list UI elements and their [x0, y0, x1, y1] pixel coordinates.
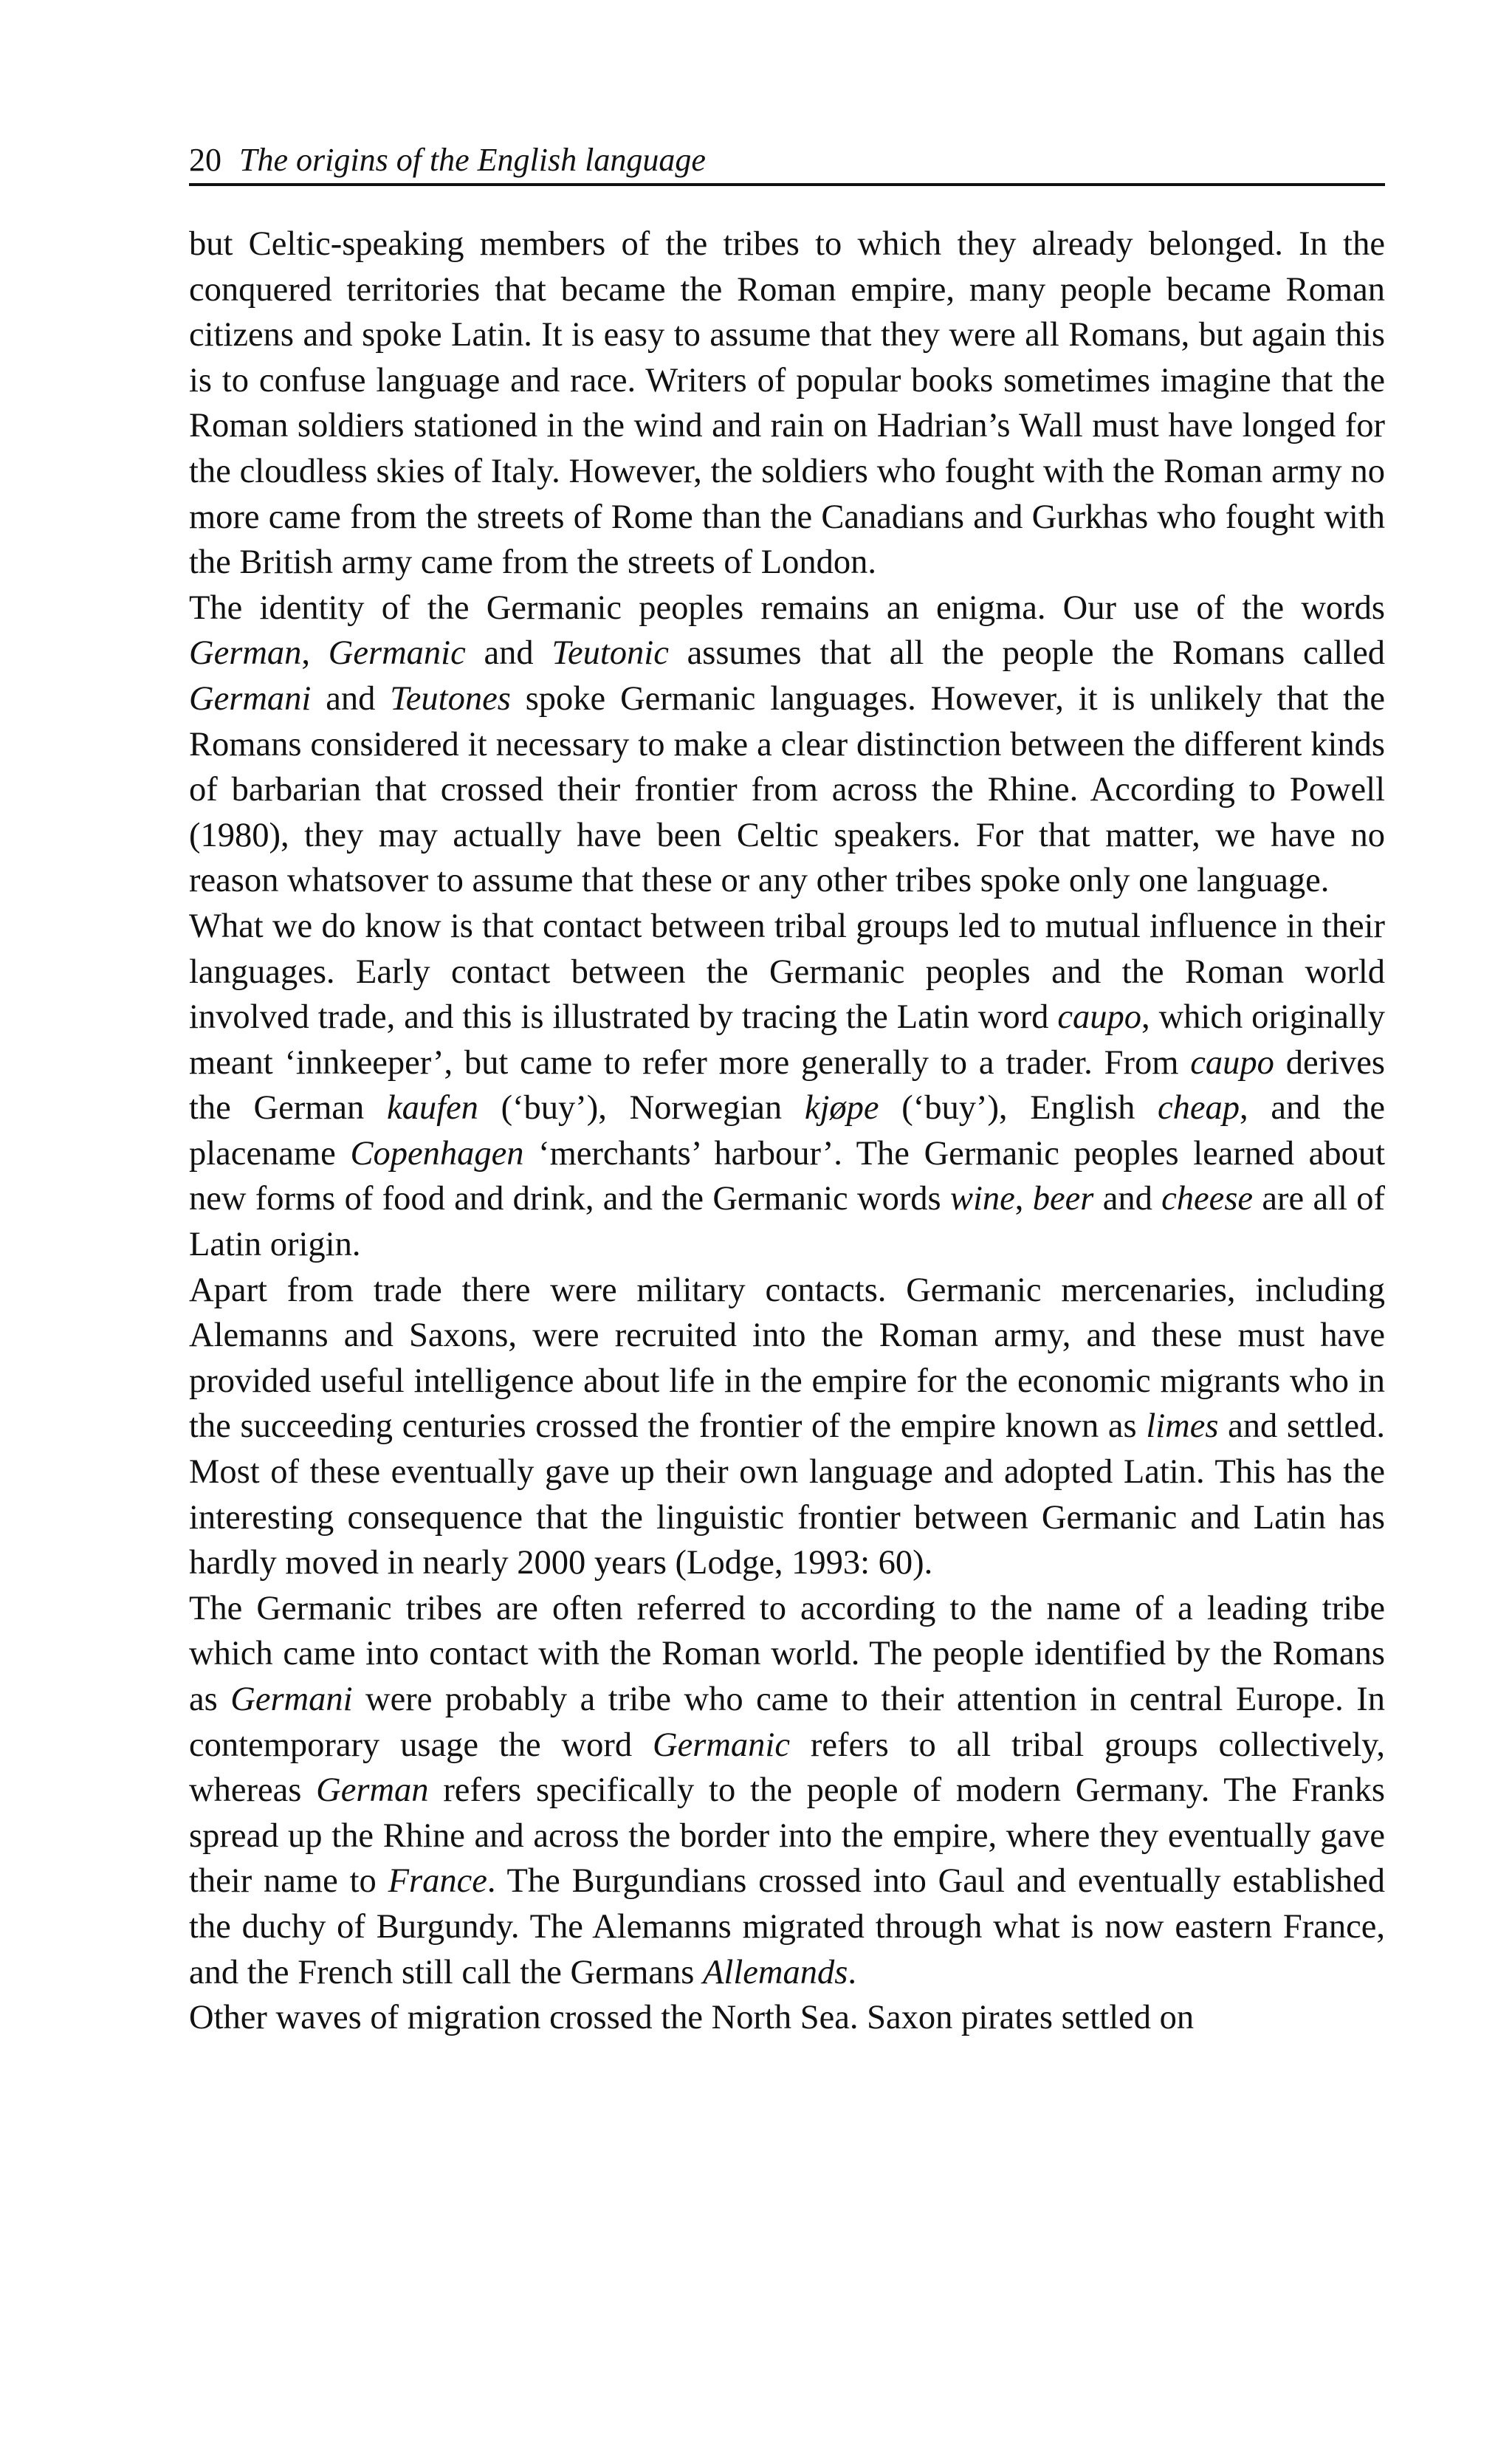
text-run: ‘merchants’ harbour’. The Germanic peoples learned about new forms of food and drink, and the Germanic words — [189, 1134, 1385, 1218]
italic-term: kjøpe — [804, 1089, 879, 1128]
text-run: , which originally meant ‘innkeeper’, but came to refer more generally to a trader. From — [189, 998, 1385, 1082]
book-page — [189, 140, 1385, 2041]
italic-term: German — [189, 634, 302, 673]
italic-term: Teutonic — [551, 634, 669, 673]
italic-term: France — [388, 1862, 487, 1901]
paragraph — [189, 586, 1385, 904]
text-run: and — [465, 634, 552, 673]
italic-term: Teutones — [390, 679, 511, 718]
italic-term: Germanic — [328, 634, 466, 673]
running-head — [189, 140, 1385, 186]
paragraph — [189, 1586, 1385, 1995]
text-run: Apart from trade there were military contacts. Germanic mercenaries, including Alemanns and Saxons, were recruited into the Roman army, and these must have provided useful intelligence about life in the empire for the economic migrants who in the succeeding centuries crossed the frontier of the empire known as — [189, 1271, 1385, 1446]
italic-term: Germanic — [653, 1726, 790, 1764]
italic-term: Copenhagen — [350, 1134, 524, 1173]
paragraph — [189, 222, 1385, 586]
italic-term: Germani — [230, 1681, 353, 1718]
body-text — [189, 222, 1385, 2041]
text-run: What we do know is that contact between tribal groups led to mutual influence in their languages. Early contact between the Germanic peoples and the Roman world involved trade, and this is illustrated by tracing the Latin word — [189, 907, 1385, 1037]
italic-term: Germani — [189, 679, 312, 718]
text-run: spoke Germanic languages. However, it is unlikely that the Romans considered it necessary to make a clear distinction between the different kinds of barbarian that crossed their frontier from across the Rhine. According to Powell (1980), they may actually have been Celtic speakers. For that matter, we have no reason whatsover to assume that these or any other tribes spoke only one language. — [189, 679, 1385, 900]
text-run: and settled. Most of these eventually gave up their own language and adopted Latin. This has the interesting consequence that the linguistic frontier between Germanic and Latin has hardly moved in nearly 2000 years (Lodge, 1993: 60). — [189, 1407, 1385, 1582]
text-run: assumes that all the people the Romans called — [668, 634, 1386, 673]
text-run: . — [848, 1953, 856, 1991]
italic-term: wine — [949, 1180, 1015, 1218]
text-run: . The Burgundians crossed into Gaul and eventually established the duchy of Burgundy. The Alemanns migrated through what is now eastern France, and the French still call the Germans — [189, 1862, 1385, 1991]
italic-term: limes — [1146, 1407, 1219, 1446]
running-title: The origins of the English language — [239, 142, 706, 178]
text-run: refers to all tribal groups collectively, whereas — [189, 1726, 1385, 1810]
text-run: , — [1014, 1180, 1033, 1218]
italic-term: Allemands — [703, 1953, 848, 1991]
paragraph — [189, 904, 1385, 1268]
text-run: are all of Latin origin. — [189, 1180, 1385, 1264]
text-run: , — [301, 634, 329, 673]
text-run: but Celtic-speaking members of the tribes to which they already belonged. In the conquered territories that became the Roman empire, many people became Roman citizens and spoke Latin. It is easy to assume that they were all Romans, but again this is to confuse language and race. Writers of popular books sometimes imagine that the Roman soldiers stationed in the wind and rain on Hadrian’s Wall must have longed for the cloudless skies of Italy. However, the soldiers who fought with the Roman army no more came from the streets of Rome than the Canadians and Gurkhas who fought with the British army came from the streets of London. — [189, 225, 1385, 582]
paragraph — [189, 1268, 1385, 1586]
page-number: 20 — [189, 142, 221, 178]
text-run: The identity of the Germanic peoples remains an enigma. Our use of the words — [189, 588, 1385, 627]
italic-term: cheese — [1161, 1180, 1254, 1218]
italic-term: beer — [1032, 1180, 1094, 1218]
text-run: (‘buy’), Norwegian — [478, 1089, 805, 1128]
text-run: derives the German — [189, 1043, 1386, 1128]
text-run: , and the placename — [189, 1089, 1385, 1173]
text-run: Other waves of migration crossed the North Sea. Saxon pirates settled on — [189, 1999, 1195, 2037]
italic-term: German — [316, 1771, 429, 1810]
text-run: refers specifically to the people of modern Germany. The Franks spread up the Rhine and across the border into the empire, where they eventually gave their name to — [189, 1771, 1385, 1901]
italic-term: kaufen — [386, 1089, 478, 1128]
text-run: (‘buy’), English — [879, 1089, 1158, 1128]
text-run: and — [311, 679, 391, 718]
paragraph — [189, 1995, 1385, 2041]
text-run: The Germanic tribes are often referred to according to the name of a leading tribe which came into contact with the Roman world. The people identified by the Romans as — [189, 1589, 1385, 1718]
text-run: and — [1093, 1180, 1162, 1218]
italic-term: caupo — [1190, 1043, 1274, 1082]
text-run: were probably a tribe who came to their attention in central Europe. In contemporary usage the word — [189, 1681, 1385, 1764]
italic-term: cheap — [1158, 1089, 1240, 1128]
italic-term: caupo — [1057, 998, 1141, 1037]
